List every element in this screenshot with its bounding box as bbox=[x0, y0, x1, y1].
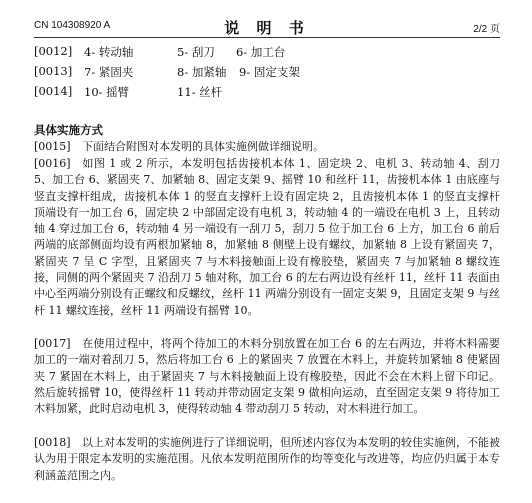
paragraph-number: [0018] bbox=[34, 436, 71, 449]
paragraph bbox=[34, 139, 500, 155]
part-label: 11- 丝杆 bbox=[177, 85, 223, 99]
part-label: 10- 摇臂 bbox=[84, 85, 130, 99]
paragraph bbox=[34, 435, 500, 484]
page-number: 2/2 页 bbox=[473, 24, 500, 35]
section-heading: 具体实施方式 bbox=[34, 123, 103, 137]
paragraph-text: 下面结合附图对本发明的具体实施例做详细说明。 bbox=[82, 140, 324, 153]
part-label: 4- 转动轴 bbox=[84, 45, 134, 59]
paragraph-number: [0013] bbox=[34, 64, 73, 78]
paragraph-number: [0017] bbox=[34, 337, 71, 350]
paragraph-text: 在使用过程中，将两个待加工的木料分别放置在加工台 6 的左右两边，并将木料需要加工的一端对着刮刀 5，然后将加工台 6 上的紧固夹 7 放置在木料上，并旋转加紧轴 8 使紧固夹 7 紧固在木料上，由于紧固夹 7 与木料接触面上设有橡胶垫，因此不会在木料上留下印记。然后旋转摇臂 10，使得丝杆 11 转动并带动固定支架 9 做相向运动，直至固定支架 9 将待加工木料加紧，此时启动电机 3，使得转动轴 4 带动刮刀 5 转动，对木料进行加工。 bbox=[34, 337, 500, 416]
part-label: 6- 加工台 bbox=[236, 45, 286, 59]
paragraph-number: [0014] bbox=[34, 84, 73, 98]
part-label: 5- 刮刀 bbox=[177, 45, 215, 59]
document-number: CN 104308920 A bbox=[34, 20, 111, 31]
document-title: 说 明 书 bbox=[224, 19, 310, 37]
paragraph-number: [0012] bbox=[34, 44, 73, 58]
paragraph-number: [0016] bbox=[34, 157, 71, 170]
paragraph-number: [0015] bbox=[34, 140, 71, 153]
header-rule bbox=[34, 37, 500, 38]
paragraph-text: 如图 1 或 2 所示，本发明包括齿接机本体 1、固定块 2、电机 3、转动轴 4、刮刀 5、加工台 6、紧固夹 7、加紧轴 8、固定支架 9、摇臂 10 和丝杆 11，齿接机本体 1 由底座与竖直支撑杆组成，齿接机本体 1 的竖直支撑杆上设有固定块 2，且齿接机本体 1 的竖直支撑杆顶端设有一加工台 6，固定块 2 中部固定设有电机 3，转动轴 4 的一端设在电机 3 上，且转动轴 4 穿过加工台 6，转动轴 4 另一端设有一刮刀 5，刮刀 5 位于加工台 6 上方，加工台 6 前后两端的底部侧面均设有两根加紧轴 8，加紧轴 8 侧壁上设有螺纹，加紧轴 8 上设有紧固夹 7，紧固夹 7 呈 C 字型，且紧固夹 7 与木料接触面上设有橡胶垫，紧固夹 7 与加紧轴 8 螺纹连接，同侧的两个紧固夹 7 沿刮刀 5 轴对称，加工台 6 的左右两边设有丝杆 11，丝杆 11 表面由中心至两端分别设有正螺纹和反螺纹，丝杆 11 两端分别设有一固定支架 9，且固定支架 9 与丝杆 11 螺纹连接，丝杆 11 两端设有摇臂 10。 bbox=[34, 157, 500, 317]
paragraph bbox=[34, 156, 500, 319]
paragraph bbox=[34, 336, 500, 417]
part-label: 9- 固定支架 bbox=[239, 65, 300, 79]
part-label: 8- 加紧轴 bbox=[177, 65, 227, 79]
page-header bbox=[34, 18, 500, 38]
paragraph-text: 以上对本发明的实施例进行了详细说明，但所述内容仅为本发明的较佳实施例，不能被认为用于限定本发明的实施范围。凡依本发明范围所作的均等变化与改进等，均应仍归属于本专利涵盖范围之内。 bbox=[34, 436, 500, 482]
part-label: 7- 紧固夹 bbox=[84, 65, 134, 79]
